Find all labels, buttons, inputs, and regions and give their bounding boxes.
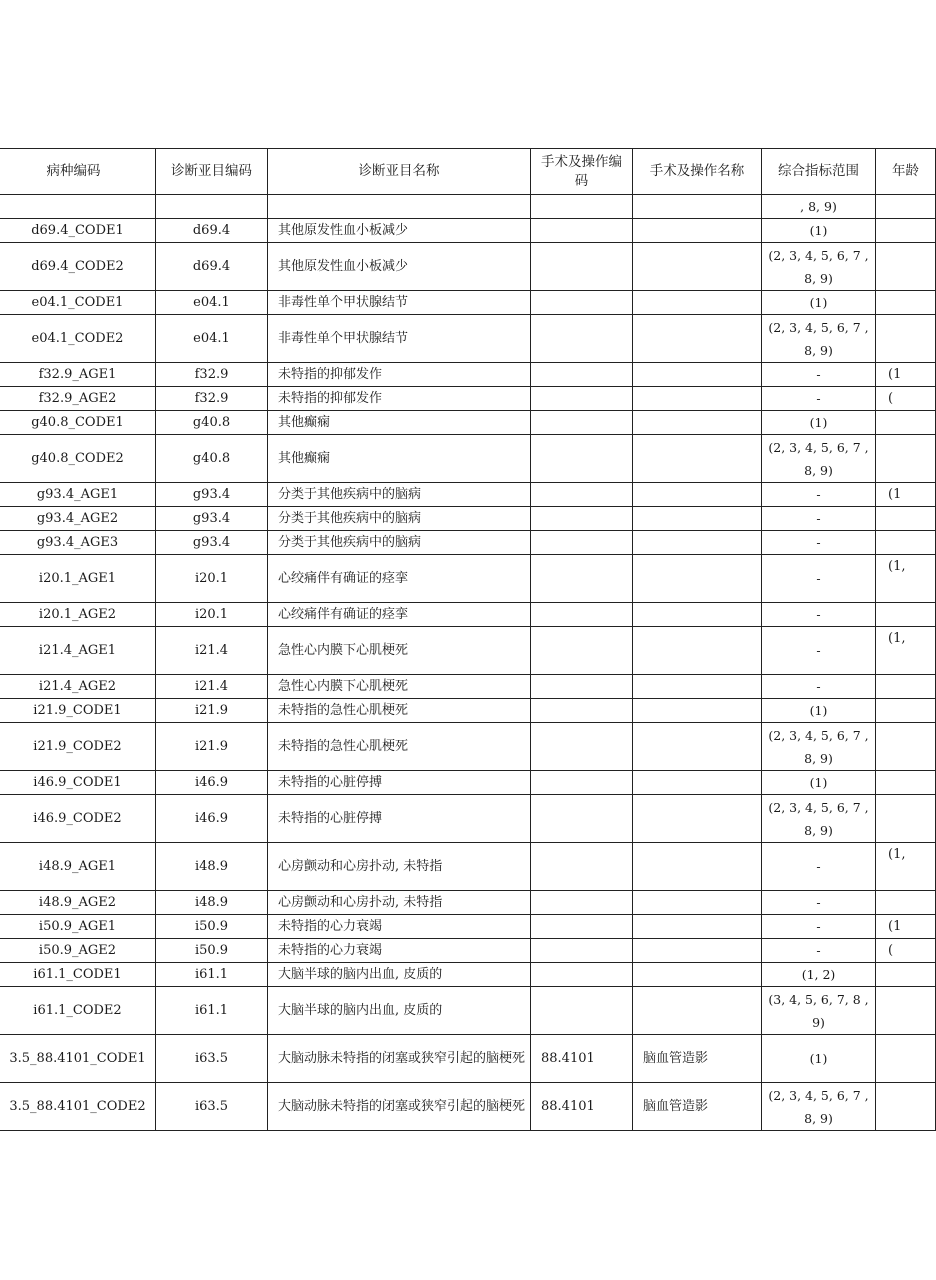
cell-subcategory-code: i21.4 xyxy=(156,675,268,699)
header-age: 年龄 xyxy=(876,149,936,195)
cell-disease-code: i50.9_AGE2 xyxy=(0,939,156,963)
cell-disease-code xyxy=(0,195,156,219)
cell-indicator-range: - xyxy=(762,555,876,603)
cell-procedure-code: 88.4101 xyxy=(531,1035,633,1083)
table-row xyxy=(0,387,936,411)
cell-age xyxy=(876,1035,936,1083)
cell-procedure-code xyxy=(531,723,633,771)
cell-subcategory-name: 未特指的抑郁发作 xyxy=(268,363,531,387)
cell-subcategory-code: i48.9 xyxy=(156,843,268,891)
cell-procedure-code xyxy=(531,291,633,315)
cell-procedure-name xyxy=(633,963,762,987)
cell-subcategory-name: 心绞痛伴有确证的痉挛 xyxy=(268,603,531,627)
table-row xyxy=(0,243,936,291)
table-row xyxy=(0,723,936,771)
cell-indicator-range: (1) xyxy=(762,291,876,315)
table-row xyxy=(0,315,936,363)
cell-disease-code: f32.9_AGE2 xyxy=(0,387,156,411)
cell-procedure-code xyxy=(531,243,633,291)
table-row xyxy=(0,891,936,915)
cell-indicator-range: (1) xyxy=(762,771,876,795)
table-row xyxy=(0,483,936,507)
cell-procedure-name xyxy=(633,411,762,435)
cell-age xyxy=(876,219,936,243)
cell-subcategory-code: i61.1 xyxy=(156,987,268,1035)
cell-indicator-range: - xyxy=(762,507,876,531)
cell-indicator-range: - xyxy=(762,363,876,387)
cell-subcategory-name: 心房颤动和心房扑动, 未特指 xyxy=(268,891,531,915)
cell-indicator-range: (3, 4, 5, 6, 7, 8 , 9) xyxy=(762,987,876,1035)
cell-disease-code: 3.5_88.4101_CODE1 xyxy=(0,1035,156,1083)
cell-subcategory-name: 急性心内膜下心肌梗死 xyxy=(268,675,531,699)
cell-subcategory-name: 未特指的急性心肌梗死 xyxy=(268,723,531,771)
table-row xyxy=(0,795,936,843)
cell-indicator-range: (1, 2) xyxy=(762,963,876,987)
table-row xyxy=(0,939,936,963)
cell-procedure-code xyxy=(531,891,633,915)
cell-subcategory-name xyxy=(268,195,531,219)
cell-disease-code: i61.1_CODE2 xyxy=(0,987,156,1035)
cell-age xyxy=(876,195,936,219)
cell-disease-code: i48.9_AGE2 xyxy=(0,891,156,915)
cell-indicator-range: - xyxy=(762,627,876,675)
cell-procedure-code: 88.4101 xyxy=(531,1083,633,1131)
cell-subcategory-name: 未特指的心力衰竭 xyxy=(268,939,531,963)
table-row xyxy=(0,411,936,435)
cell-indicator-range: (2, 3, 4, 5, 6, 7 , 8, 9) xyxy=(762,243,876,291)
cell-procedure-code xyxy=(531,483,633,507)
cell-disease-code: g40.8_CODE1 xyxy=(0,411,156,435)
cell-age xyxy=(876,507,936,531)
diagnosis-code-table xyxy=(0,148,936,1131)
table-row xyxy=(0,603,936,627)
cell-age xyxy=(876,603,936,627)
table-row xyxy=(0,195,936,219)
cell-age: (1 xyxy=(876,915,936,939)
cell-indicator-range: (2, 3, 4, 5, 6, 7 , 8, 9) xyxy=(762,795,876,843)
cell-procedure-name xyxy=(633,771,762,795)
cell-age xyxy=(876,963,936,987)
cell-procedure-code xyxy=(531,963,633,987)
cell-procedure-code xyxy=(531,531,633,555)
cell-disease-code: i21.9_CODE1 xyxy=(0,699,156,723)
cell-disease-code: g93.4_AGE2 xyxy=(0,507,156,531)
cell-disease-code: g93.4_AGE1 xyxy=(0,483,156,507)
cell-disease-code: i21.4_AGE1 xyxy=(0,627,156,675)
cell-subcategory-code: i61.1 xyxy=(156,963,268,987)
table-row xyxy=(0,699,936,723)
cell-age xyxy=(876,531,936,555)
table-row xyxy=(0,843,936,891)
cell-disease-code: g93.4_AGE3 xyxy=(0,531,156,555)
cell-subcategory-code: i21.4 xyxy=(156,627,268,675)
cell-subcategory-name: 其他原发性血小板减少 xyxy=(268,243,531,291)
cell-disease-code: i50.9_AGE1 xyxy=(0,915,156,939)
cell-age: (1 xyxy=(876,483,936,507)
cell-disease-code: i21.9_CODE2 xyxy=(0,723,156,771)
cell-procedure-code xyxy=(531,987,633,1035)
cell-disease-code: f32.9_AGE1 xyxy=(0,363,156,387)
cell-subcategory-code: g93.4 xyxy=(156,507,268,531)
cell-procedure-code xyxy=(531,435,633,483)
header-procedure-name: 手术及操作名称 xyxy=(633,149,762,195)
cell-procedure-code xyxy=(531,675,633,699)
cell-age: ( xyxy=(876,387,936,411)
cell-indicator-range: , 8, 9) xyxy=(762,195,876,219)
cell-subcategory-code: i20.1 xyxy=(156,603,268,627)
cell-subcategory-name: 大脑动脉未特指的闭塞或狭窄引起的脑梗死 xyxy=(268,1083,531,1131)
table-row xyxy=(0,291,936,315)
table-header-row xyxy=(0,149,936,195)
cell-disease-code: i46.9_CODE1 xyxy=(0,771,156,795)
cell-subcategory-code: e04.1 xyxy=(156,291,268,315)
cell-disease-code: e04.1_CODE1 xyxy=(0,291,156,315)
header-disease-code: 病种编码 xyxy=(0,149,156,195)
table-row xyxy=(0,771,936,795)
cell-procedure-name xyxy=(633,507,762,531)
cell-indicator-range: - xyxy=(762,531,876,555)
cell-indicator-range: - xyxy=(762,939,876,963)
cell-age: (1, xyxy=(876,555,936,603)
cell-subcategory-code: d69.4 xyxy=(156,243,268,291)
cell-age xyxy=(876,699,936,723)
cell-procedure-name xyxy=(633,555,762,603)
cell-subcategory-code: g40.8 xyxy=(156,411,268,435)
cell-subcategory-code: i21.9 xyxy=(156,699,268,723)
cell-subcategory-name: 心绞痛伴有确证的痉挛 xyxy=(268,555,531,603)
cell-disease-code: d69.4_CODE2 xyxy=(0,243,156,291)
cell-procedure-name xyxy=(633,627,762,675)
header-subcategory-name: 诊断亚目名称 xyxy=(268,149,531,195)
cell-age xyxy=(876,411,936,435)
table-row xyxy=(0,675,936,699)
cell-age xyxy=(876,315,936,363)
cell-procedure-code xyxy=(531,315,633,363)
table-row xyxy=(0,627,936,675)
cell-age: ( xyxy=(876,939,936,963)
cell-procedure-code xyxy=(531,603,633,627)
cell-disease-code: d69.4_CODE1 xyxy=(0,219,156,243)
cell-disease-code: i21.4_AGE2 xyxy=(0,675,156,699)
cell-indicator-range: - xyxy=(762,843,876,891)
cell-subcategory-code: d69.4 xyxy=(156,219,268,243)
cell-subcategory-name: 未特指的心脏停搏 xyxy=(268,795,531,843)
cell-disease-code: i61.1_CODE1 xyxy=(0,963,156,987)
cell-subcategory-name: 未特指的抑郁发作 xyxy=(268,387,531,411)
cell-procedure-name xyxy=(633,483,762,507)
cell-subcategory-name: 未特指的心力衰竭 xyxy=(268,915,531,939)
cell-procedure-code xyxy=(531,771,633,795)
cell-disease-code: i20.1_AGE1 xyxy=(0,555,156,603)
header-subcategory-code: 诊断亚目编码 xyxy=(156,149,268,195)
cell-subcategory-code: i21.9 xyxy=(156,723,268,771)
cell-subcategory-code: f32.9 xyxy=(156,363,268,387)
cell-procedure-code xyxy=(531,507,633,531)
cell-subcategory-name: 其他癫痫 xyxy=(268,411,531,435)
cell-indicator-range: (1) xyxy=(762,219,876,243)
cell-age xyxy=(876,723,936,771)
cell-procedure-name xyxy=(633,723,762,771)
cell-procedure-code xyxy=(531,387,633,411)
table-row xyxy=(0,363,936,387)
cell-procedure-code xyxy=(531,627,633,675)
cell-age: (1, xyxy=(876,843,936,891)
cell-indicator-range: (2, 3, 4, 5, 6, 7 , 8, 9) xyxy=(762,315,876,363)
cell-procedure-name xyxy=(633,315,762,363)
cell-subcategory-code: i50.9 xyxy=(156,939,268,963)
cell-procedure-code xyxy=(531,843,633,891)
cell-indicator-range: - xyxy=(762,915,876,939)
cell-procedure-name xyxy=(633,915,762,939)
table-row xyxy=(0,531,936,555)
cell-procedure-name xyxy=(633,987,762,1035)
cell-disease-code: 3.5_88.4101_CODE2 xyxy=(0,1083,156,1131)
cell-age xyxy=(876,243,936,291)
cell-indicator-range: - xyxy=(762,603,876,627)
cell-indicator-range: - xyxy=(762,891,876,915)
cell-procedure-code xyxy=(531,195,633,219)
cell-procedure-code xyxy=(531,795,633,843)
cell-procedure-name xyxy=(633,531,762,555)
cell-indicator-range: - xyxy=(762,675,876,699)
cell-subcategory-code: i46.9 xyxy=(156,771,268,795)
cell-procedure-name xyxy=(633,363,762,387)
cell-procedure-name: 脑血管造影 xyxy=(633,1083,762,1131)
cell-subcategory-code: i20.1 xyxy=(156,555,268,603)
cell-age xyxy=(876,1083,936,1131)
cell-subcategory-name: 大脑动脉未特指的闭塞或狭窄引起的脑梗死 xyxy=(268,1035,531,1083)
cell-indicator-range: (2, 3, 4, 5, 6, 7 , 8, 9) xyxy=(762,435,876,483)
cell-subcategory-name: 分类于其他疾病中的脑病 xyxy=(268,483,531,507)
cell-subcategory-code: i48.9 xyxy=(156,891,268,915)
cell-procedure-name xyxy=(633,795,762,843)
table-row xyxy=(0,915,936,939)
cell-procedure-code xyxy=(531,939,633,963)
cell-indicator-range: (1) xyxy=(762,699,876,723)
cell-procedure-code xyxy=(531,915,633,939)
cell-procedure-name xyxy=(633,939,762,963)
table-row xyxy=(0,507,936,531)
table-row xyxy=(0,219,936,243)
cell-subcategory-code: i63.5 xyxy=(156,1083,268,1131)
cell-procedure-name xyxy=(633,435,762,483)
cell-age xyxy=(876,771,936,795)
cell-indicator-range: - xyxy=(762,483,876,507)
cell-subcategory-code: e04.1 xyxy=(156,315,268,363)
cell-procedure-name xyxy=(633,219,762,243)
cell-subcategory-code: f32.9 xyxy=(156,387,268,411)
cell-procedure-code xyxy=(531,555,633,603)
cell-subcategory-name: 分类于其他疾病中的脑病 xyxy=(268,531,531,555)
cell-age xyxy=(876,291,936,315)
cell-subcategory-name: 分类于其他疾病中的脑病 xyxy=(268,507,531,531)
cell-procedure-name xyxy=(633,891,762,915)
table-row xyxy=(0,963,936,987)
cell-procedure-code xyxy=(531,219,633,243)
cell-procedure-code xyxy=(531,411,633,435)
cell-procedure-name xyxy=(633,195,762,219)
cell-disease-code: e04.1_CODE2 xyxy=(0,315,156,363)
table-row xyxy=(0,435,936,483)
cell-subcategory-code: i46.9 xyxy=(156,795,268,843)
cell-age xyxy=(876,795,936,843)
cell-subcategory-name: 未特指的心脏停搏 xyxy=(268,771,531,795)
cell-indicator-range: (2, 3, 4, 5, 6, 7 , 8, 9) xyxy=(762,723,876,771)
cell-subcategory-name: 心房颤动和心房扑动, 未特指 xyxy=(268,843,531,891)
cell-age: (1 xyxy=(876,363,936,387)
table-row xyxy=(0,987,936,1035)
cell-subcategory-code: g40.8 xyxy=(156,435,268,483)
cell-subcategory-code: i50.9 xyxy=(156,915,268,939)
cell-indicator-range: (2, 3, 4, 5, 6, 7 , 8, 9) xyxy=(762,1083,876,1131)
cell-indicator-range: (1) xyxy=(762,411,876,435)
cell-subcategory-name: 非毒性单个甲状腺结节 xyxy=(268,291,531,315)
cell-procedure-name xyxy=(633,603,762,627)
cell-procedure-code xyxy=(531,363,633,387)
cell-subcategory-name: 大脑半球的脑内出血, 皮质的 xyxy=(268,963,531,987)
cell-disease-code: i46.9_CODE2 xyxy=(0,795,156,843)
cell-age xyxy=(876,891,936,915)
cell-procedure-code xyxy=(531,699,633,723)
cell-subcategory-name: 其他原发性血小板减少 xyxy=(268,219,531,243)
cell-procedure-name xyxy=(633,675,762,699)
cell-disease-code: i48.9_AGE1 xyxy=(0,843,156,891)
cell-procedure-name xyxy=(633,387,762,411)
table-row xyxy=(0,1035,936,1083)
cell-disease-code: i20.1_AGE2 xyxy=(0,603,156,627)
cell-procedure-name: 脑血管造影 xyxy=(633,1035,762,1083)
table-row xyxy=(0,1083,936,1131)
cell-subcategory-code: g93.4 xyxy=(156,531,268,555)
cell-indicator-range: (1) xyxy=(762,1035,876,1083)
cell-subcategory-code: g93.4 xyxy=(156,483,268,507)
cell-procedure-name xyxy=(633,699,762,723)
cell-age xyxy=(876,435,936,483)
cell-age: (1, xyxy=(876,627,936,675)
header-procedure-code: 手术及操作编码 xyxy=(531,149,633,195)
cell-procedure-name xyxy=(633,843,762,891)
cell-procedure-name xyxy=(633,243,762,291)
cell-indicator-range: - xyxy=(762,387,876,411)
cell-subcategory-name: 未特指的急性心肌梗死 xyxy=(268,699,531,723)
cell-subcategory-code: i63.5 xyxy=(156,1035,268,1083)
cell-subcategory-name: 大脑半球的脑内出血, 皮质的 xyxy=(268,987,531,1035)
table-row xyxy=(0,555,936,603)
cell-disease-code: g40.8_CODE2 xyxy=(0,435,156,483)
cell-subcategory-name: 其他癫痫 xyxy=(268,435,531,483)
header-indicator-range: 综合指标范围 xyxy=(762,149,876,195)
cell-procedure-name xyxy=(633,291,762,315)
cell-subcategory-name: 急性心内膜下心肌梗死 xyxy=(268,627,531,675)
cell-subcategory-name: 非毒性单个甲状腺结节 xyxy=(268,315,531,363)
cell-age xyxy=(876,675,936,699)
document-table-container xyxy=(0,148,919,1144)
cell-age xyxy=(876,987,936,1035)
cell-subcategory-code xyxy=(156,195,268,219)
